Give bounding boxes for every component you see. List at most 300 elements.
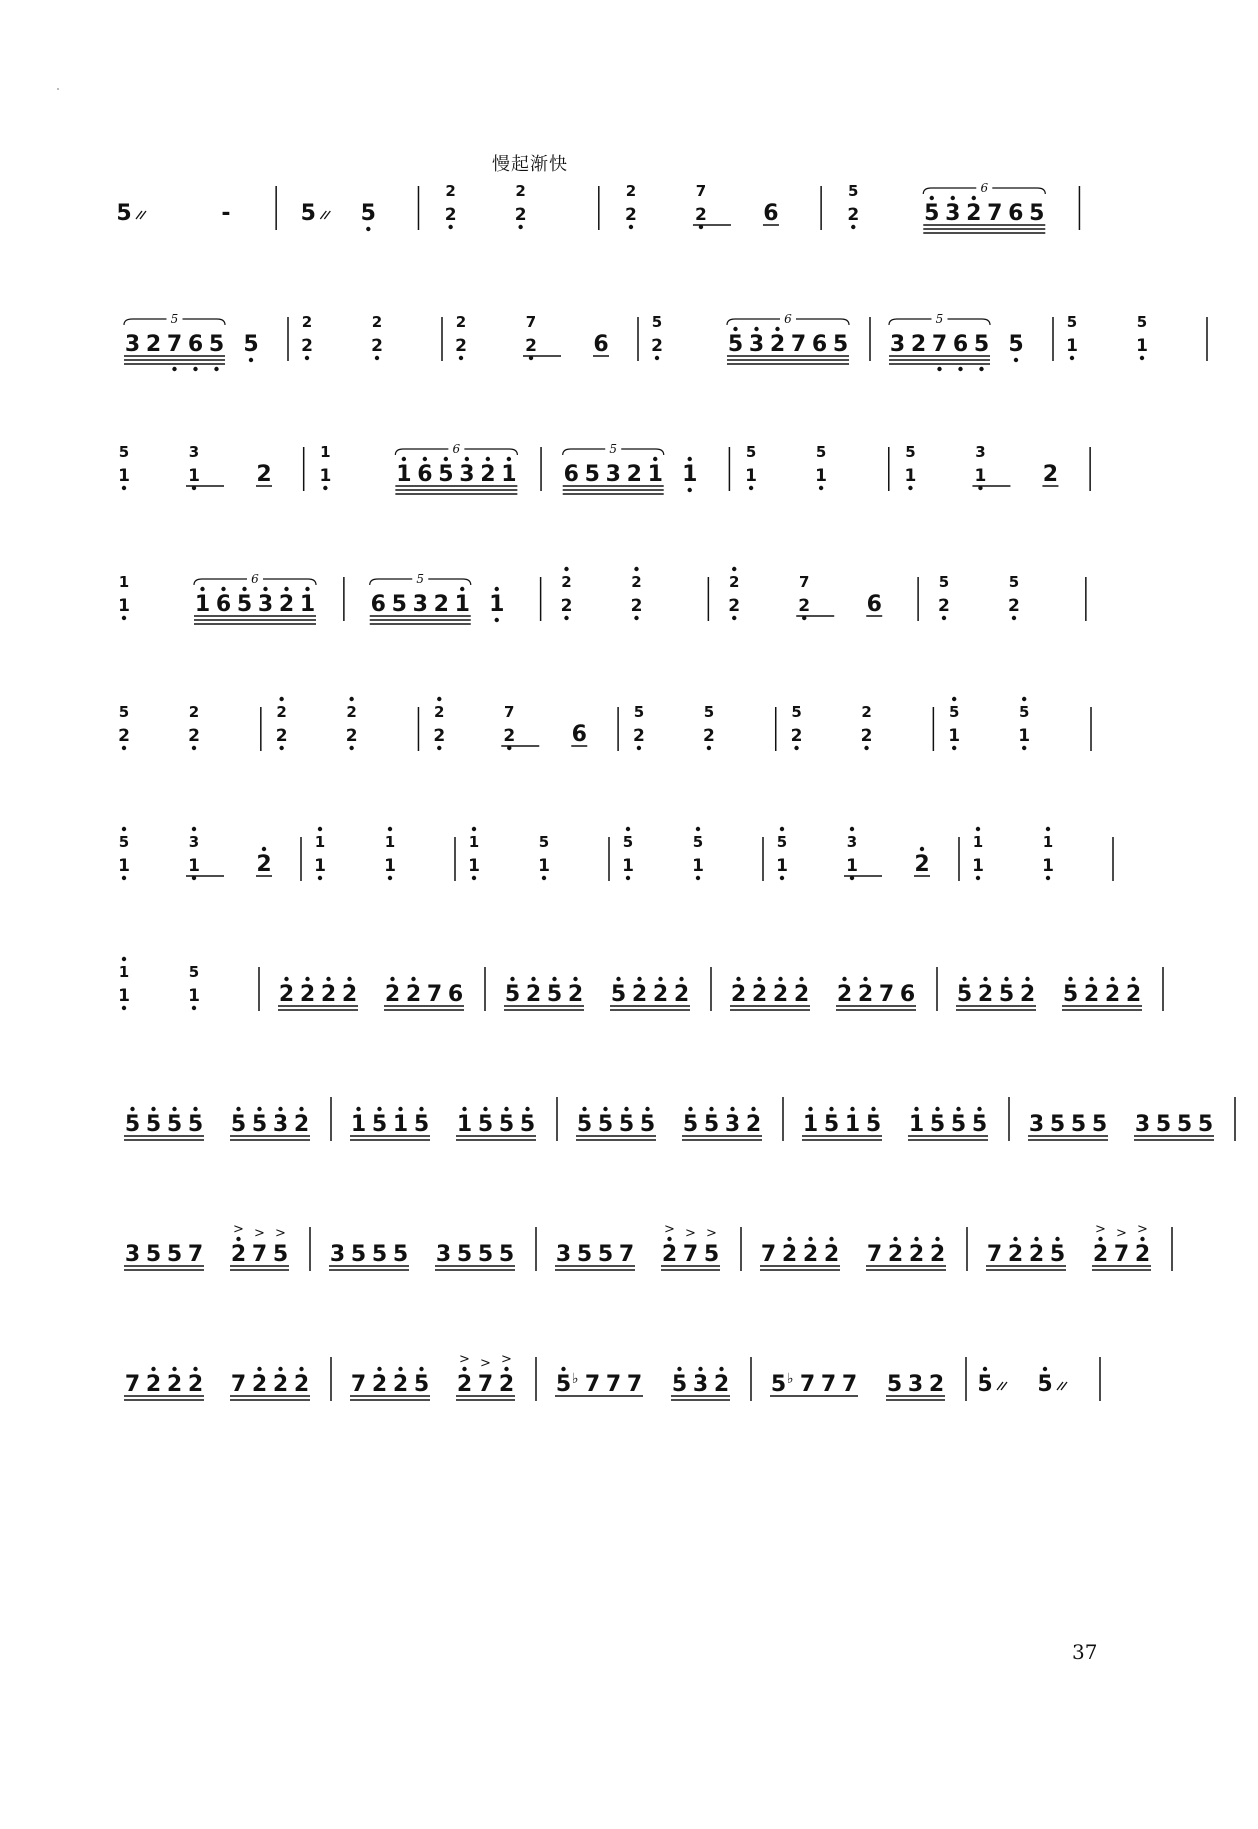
octave-dot: [249, 358, 253, 362]
octave-dot: [778, 977, 782, 981]
octave-dot: [634, 567, 638, 571]
octave-dot: [787, 1237, 791, 1241]
note: 5: [1155, 1112, 1172, 1137]
chord-top: 5: [118, 443, 130, 461]
chord-top: 1: [1042, 833, 1054, 851]
chord-top: 1: [972, 833, 984, 851]
note: 5: [998, 982, 1015, 1007]
notation-system: [112, 1071, 1214, 1171]
tuplet-number: 6: [251, 572, 259, 586]
note: 7: [790, 332, 807, 357]
chord-bottom: 1: [745, 466, 758, 486]
accent-mark: >: [1137, 1222, 1148, 1237]
note: 5: [350, 1242, 367, 1267]
note: 7: [878, 982, 895, 1007]
accent-mark: >: [480, 1356, 491, 1371]
note: 1: [501, 462, 517, 487]
note: 5: [413, 1372, 430, 1397]
note: 2: [256, 462, 272, 487]
note: 5: [1008, 332, 1024, 357]
chord-bottom: 2: [503, 726, 516, 746]
note: 3: [124, 332, 141, 357]
note: 2: [836, 982, 853, 1007]
chord-bottom: 1: [188, 986, 200, 1006]
note: 1: [194, 592, 211, 617]
octave-dot: [976, 827, 980, 831]
note: 2: [145, 1372, 162, 1397]
chord-top: 5: [118, 833, 130, 851]
octave-dot: [462, 1107, 466, 1111]
chord-top: 2: [434, 703, 445, 721]
tuplet-bracket: [992, 188, 1045, 194]
note: 1: [908, 1112, 925, 1137]
chord-bottom: 2: [632, 726, 645, 746]
chord-bottom: 2: [444, 205, 457, 225]
octave-dot: [893, 1237, 897, 1241]
octave-dot: [935, 1237, 939, 1241]
octave-dot: [1012, 616, 1016, 620]
note: 5: [438, 462, 454, 487]
note: 5: [504, 982, 521, 1007]
note: 7: [799, 1372, 816, 1397]
note: 3: [1028, 1112, 1045, 1137]
note: 2: [251, 1372, 268, 1397]
chord-bottom: 2: [847, 205, 860, 225]
octave-dot: [871, 1107, 875, 1111]
note: 7: [230, 1372, 247, 1397]
chord-top: 5: [776, 833, 788, 851]
octave-dot: [465, 457, 469, 461]
chord-bottom: 1: [118, 856, 130, 876]
octave-dot: [667, 1237, 671, 1241]
octave-dot: [719, 1367, 723, 1371]
octave-dot: [172, 367, 176, 371]
octave-dot: [495, 618, 499, 622]
note: 2: [1104, 982, 1121, 1007]
octave-dot: [279, 697, 283, 701]
tuplet-bracket: [948, 319, 991, 325]
chord-top: 2: [515, 182, 526, 200]
note: 6: [215, 592, 232, 617]
note: 2: [914, 852, 930, 877]
chord-top: 2: [729, 573, 740, 591]
note: 2: [145, 332, 162, 357]
note: 1: [682, 462, 698, 487]
note: 7: [760, 1242, 777, 1267]
octave-dot: [263, 587, 267, 591]
note: 5: [391, 592, 407, 617]
chord-top: 5: [692, 833, 704, 851]
note: 2: [1083, 982, 1100, 1007]
octave-dot: [653, 457, 657, 461]
note: 5: [576, 1242, 593, 1267]
chord-bottom: 2: [790, 726, 803, 746]
chord-bottom: 2: [798, 596, 811, 616]
octave-dot: [483, 1107, 487, 1111]
octave-dot: [525, 1107, 529, 1111]
octave-dot: [122, 1006, 126, 1010]
note: 5: [413, 1112, 430, 1137]
octave-dot: [437, 697, 441, 701]
octave-dot: [390, 977, 394, 981]
note: 2: [567, 982, 584, 1007]
octave-dot: [262, 847, 266, 851]
chord-top: 5: [791, 703, 802, 721]
notation-system: [112, 681, 1100, 781]
note: 5: [1049, 1112, 1066, 1137]
octave-dot: [242, 587, 246, 591]
note: 5: [498, 1112, 515, 1137]
octave-dot: [472, 827, 476, 831]
note: 2: [908, 1242, 925, 1267]
octave-dot: [937, 367, 941, 371]
note: 3: [412, 592, 428, 617]
note: 5: [187, 1112, 204, 1137]
chord-top: 3: [188, 443, 200, 461]
note: 6: [952, 332, 969, 357]
octave-dot: [495, 587, 499, 591]
octave-dot: [696, 876, 700, 880]
chord-bottom: 2: [433, 726, 446, 746]
notation-system: [112, 1331, 1100, 1431]
chord-top: 7: [504, 703, 515, 721]
tuplet-number: 5: [416, 572, 425, 586]
note: 2: [187, 1372, 204, 1397]
chord-bottom: 1: [974, 466, 987, 486]
note: 1: [802, 1112, 819, 1137]
octave-dot: [952, 697, 956, 701]
note: 5: [300, 201, 316, 226]
note: 5: [639, 1112, 656, 1137]
chord-bottom: 2: [560, 596, 573, 616]
note: 2: [713, 1372, 730, 1397]
tuplet-bracket: [621, 449, 664, 455]
note: 2: [631, 982, 648, 1007]
note: 2: [230, 1242, 247, 1267]
note: 3: [257, 592, 274, 617]
note: 6: [593, 332, 609, 357]
octave-dot: [732, 567, 736, 571]
octave-dot: [863, 977, 867, 981]
chord-bottom: 2: [275, 726, 288, 746]
chord-bottom: 2: [514, 205, 527, 225]
octave-dot: [193, 367, 197, 371]
octave-dot: [775, 327, 779, 331]
note: 2: [456, 1372, 473, 1397]
note: 5: [498, 1242, 515, 1267]
chord-top: 5: [815, 443, 827, 461]
octave-dot: [780, 827, 784, 831]
chord-top: 3: [846, 833, 858, 851]
note: 5: [243, 332, 259, 357]
note: 6: [447, 982, 464, 1007]
chord-top: 5: [905, 443, 916, 461]
octave-dot: [730, 1107, 734, 1111]
octave-dot: [914, 1237, 918, 1241]
note: 2: [887, 1242, 904, 1267]
note: 2: [1125, 982, 1142, 1007]
accent-mark: >: [275, 1226, 286, 1241]
chord-bottom: 1: [948, 726, 961, 746]
octave-dot: [561, 1367, 565, 1371]
octave-dot: [626, 827, 630, 831]
accent-mark: >: [685, 1226, 696, 1241]
notation-system: [112, 941, 1142, 1041]
octave-dot: [850, 1107, 854, 1111]
note: 7: [584, 1372, 601, 1397]
note: 5: [456, 1242, 473, 1267]
note: 5: [519, 1112, 536, 1137]
note: 2: [751, 982, 768, 1007]
note: 7: [605, 1372, 622, 1397]
octave-dot: [356, 1107, 360, 1111]
note: 7: [987, 201, 1003, 226]
octave-dot: [486, 457, 490, 461]
octave-dot: [1022, 746, 1026, 750]
note: 2: [1028, 1242, 1045, 1267]
note: 2: [299, 982, 316, 1007]
octave-dot: [542, 876, 546, 880]
note: 3: [329, 1242, 346, 1267]
chord-bottom: 1: [972, 856, 984, 876]
octave-dot: [151, 1107, 155, 1111]
note: 5: [703, 1242, 720, 1267]
tuplet-number: 5: [935, 312, 944, 326]
note: 5: [371, 1112, 388, 1137]
accent-mark: >: [1116, 1226, 1127, 1241]
note: 7: [986, 1242, 1003, 1267]
note: 6: [563, 462, 579, 487]
note: 2: [745, 1112, 762, 1137]
chord-top: 3: [188, 833, 200, 851]
octave-dot: [419, 1107, 423, 1111]
note: 5: [116, 201, 132, 226]
note: 1: [489, 592, 505, 617]
note: 3: [748, 332, 765, 357]
note: 2: [1042, 462, 1059, 487]
octave-dot: [808, 1237, 812, 1241]
octave-dot: [257, 1107, 261, 1111]
octave-dot: [629, 225, 633, 229]
tuplet-bracket: [370, 579, 413, 585]
note: 3: [945, 201, 961, 226]
chord-top: 2: [188, 703, 200, 721]
octave-dot: [688, 1107, 692, 1111]
notation-system: [112, 160, 1100, 260]
octave-dot: [698, 1367, 702, 1371]
octave-dot: [573, 977, 577, 981]
note: 5: [832, 332, 849, 357]
note: 2: [293, 1372, 310, 1397]
chord-top: 1: [118, 963, 130, 981]
note: 2: [652, 982, 669, 1007]
octave-dot: [645, 1107, 649, 1111]
octave-dot: [1046, 876, 1050, 880]
octave-dot: [1022, 697, 1026, 701]
octave-dot: [829, 1107, 833, 1111]
tuplet-bracket: [923, 188, 976, 194]
octave-dot: [637, 746, 641, 750]
note: 1: [392, 1112, 409, 1137]
octave-dot: [754, 327, 758, 331]
tuplet-bracket: [428, 579, 471, 585]
chord-top: 1: [118, 573, 130, 591]
note: 5: [597, 1112, 614, 1137]
note: 2: [256, 852, 272, 877]
tuplet-bracket: [796, 319, 849, 325]
note: 7: [350, 1372, 367, 1397]
octave-dot: [977, 1107, 981, 1111]
octave-dot: [460, 587, 464, 591]
note: 1: [456, 1112, 473, 1137]
octave-dot: [305, 587, 309, 591]
octave-dot: [299, 1367, 303, 1371]
octave-dot: [850, 827, 854, 831]
note: 3: [272, 1112, 289, 1137]
octave-dot: [677, 1367, 681, 1371]
octave-dot: [603, 1107, 607, 1111]
accent-mark: >: [459, 1352, 470, 1367]
octave-dot: [780, 876, 784, 880]
note: 5: [924, 201, 940, 226]
note: 5: [1049, 1242, 1066, 1267]
chord-top: 5: [703, 703, 715, 721]
note: 7: [166, 332, 183, 357]
octave-dot: [962, 977, 966, 981]
note: 3: [1134, 1112, 1151, 1137]
note: 5: [251, 1112, 268, 1137]
octave-dot: [398, 1107, 402, 1111]
notation-system: [112, 421, 1100, 521]
octave-dot: [1013, 1237, 1017, 1241]
flat-sign: ♭: [572, 1371, 579, 1387]
chord-top: 5: [938, 573, 950, 591]
octave-dot: [518, 225, 522, 229]
chord-bottom: 2: [625, 205, 637, 225]
octave-dot: [956, 1107, 960, 1111]
octave-dot: [808, 1107, 812, 1111]
octave-dot: [193, 1107, 197, 1111]
note: 5: [823, 1112, 840, 1137]
notation-system: [112, 291, 1148, 391]
octave-dot: [398, 1367, 402, 1371]
note: 2: [433, 592, 449, 617]
octave-dot: [958, 367, 962, 371]
note: 7: [626, 1372, 643, 1397]
chord-bottom: 2: [301, 336, 313, 356]
note: 2: [823, 1242, 840, 1267]
chord-bottom: 1: [1018, 726, 1031, 746]
note: 5: [272, 1242, 289, 1267]
octave-dot: [531, 977, 535, 981]
chord-bottom: 1: [692, 856, 704, 876]
note: 5: [360, 201, 376, 226]
note: 5: [208, 332, 225, 357]
chord-top: 7: [799, 573, 810, 591]
octave-dot: [448, 225, 452, 229]
note: 5: [1091, 1112, 1108, 1137]
octave-dot: [192, 827, 196, 831]
chord-top: 1: [468, 833, 480, 851]
octave-dot: [709, 1107, 713, 1111]
octave-dot: [375, 356, 379, 360]
note: 2: [769, 332, 786, 357]
chord-bottom: 2: [1008, 596, 1020, 616]
note: 2: [525, 982, 542, 1007]
octave-dot: [1025, 977, 1029, 981]
octave-dot: [983, 977, 987, 981]
octave-dot: [951, 196, 955, 200]
note: 5: [145, 1112, 162, 1137]
note: 5: [1029, 201, 1045, 226]
octave-dot: [318, 827, 322, 831]
octave-dot: [122, 616, 126, 620]
tuplet-bracket: [563, 449, 606, 455]
octave-dot: [696, 827, 700, 831]
page-number: 37: [1072, 1640, 1098, 1664]
chord-top: 3: [975, 443, 986, 461]
note: 2: [166, 1372, 183, 1397]
octave-dot: [732, 616, 736, 620]
note: 5: [392, 1242, 409, 1267]
note: 3: [889, 332, 906, 357]
octave-dot: [952, 746, 956, 750]
octave-dot: [688, 457, 692, 461]
octave-dot: [829, 1237, 833, 1241]
octave-dot: [658, 977, 662, 981]
octave-dot: [192, 746, 196, 750]
tuplet-bracket: [183, 319, 226, 325]
octave-dot: [688, 488, 692, 492]
octave-dot: [679, 977, 683, 981]
octave-dot: [1055, 1237, 1059, 1241]
octave-dot: [1068, 977, 1072, 981]
chord-bottom: 1: [188, 466, 200, 486]
note: 6: [187, 332, 204, 357]
chord-top: 5: [848, 182, 859, 200]
chord-bottom: 2: [860, 726, 873, 746]
octave-dot: [419, 1367, 423, 1371]
note: 5: [145, 1242, 162, 1267]
note: 2: [977, 982, 994, 1007]
octave-dot: [626, 876, 630, 880]
chord-bottom: 1: [1136, 336, 1148, 356]
tuplet-bracket: [194, 579, 247, 585]
note: 7: [477, 1372, 494, 1397]
note: 5: [555, 1372, 572, 1397]
note: 2: [673, 982, 690, 1007]
note: 5: [576, 1112, 593, 1137]
octave-dot: [842, 977, 846, 981]
note: 2: [480, 462, 496, 487]
note: 5: [956, 982, 973, 1007]
note: 2: [929, 1242, 946, 1267]
octave-dot: [214, 367, 218, 371]
octave-dot: [1140, 1237, 1144, 1241]
chord-bottom: 2: [525, 336, 537, 356]
note: 5: [166, 1112, 183, 1137]
octave-dot: [733, 327, 737, 331]
note: 2: [293, 1112, 310, 1137]
octave-dot: [459, 356, 463, 360]
octave-dot: [976, 876, 980, 880]
chord-bottom: 1: [314, 856, 326, 876]
octave-dot: [616, 977, 620, 981]
note: 2: [371, 1372, 388, 1397]
chord-bottom: 1: [468, 856, 480, 876]
note: 3: [435, 1242, 452, 1267]
chord-bottom: 1: [1066, 336, 1078, 356]
